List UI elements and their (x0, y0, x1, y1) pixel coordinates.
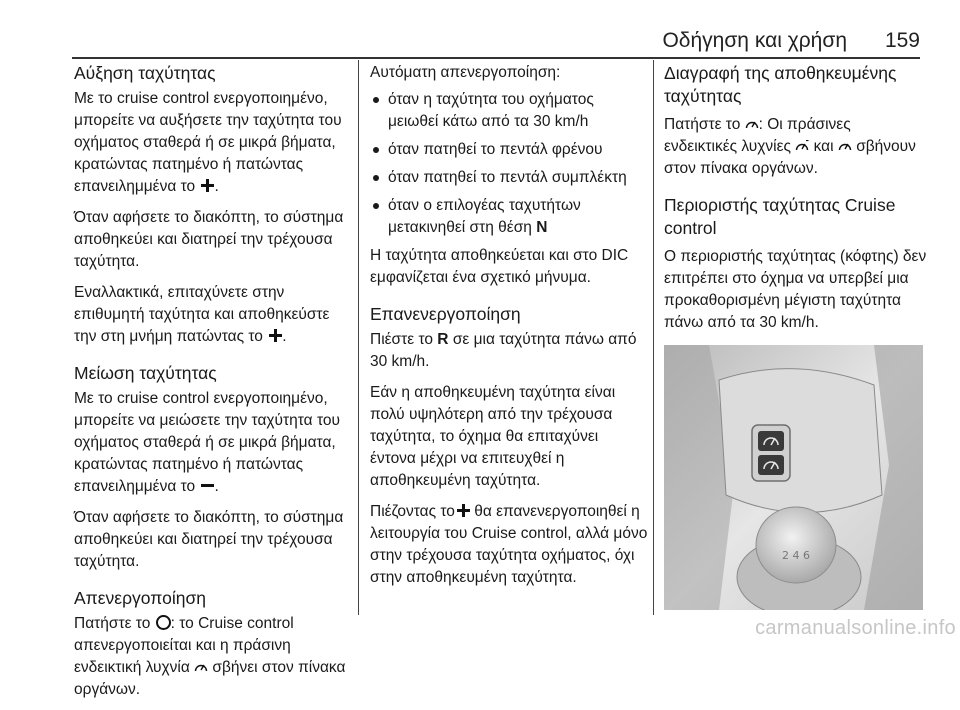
text: Εναλλακτικά, επιταχύνετε στην επιθυμητή ταχύτητα και αποθηκεύστε την στη μνήμη πατώντας το (74, 284, 330, 345)
text: σβήνουν στον πίνακα οργάνων. (664, 138, 916, 177)
gear-pattern-label: 2 4 6 (782, 549, 810, 562)
minus-icon (201, 479, 214, 492)
page-header (0, 0, 960, 60)
watermark: carmanualsonline.info (755, 617, 956, 639)
text: : το Cruise control απενεργοποιείται και η πράσινη ενδεικτική λυχνία (74, 615, 294, 676)
text: Με το cruise control ενεργοποιημένο, μπορείτε να αυξήσετε την ταχύτητα του οχήματος σταθερά ή σε μικρά βήματα, κρατώντας πατημένο ή πατώντας επανειλημμένα το (74, 90, 342, 195)
dashboard-switch-photo (664, 345, 923, 610)
paragraph (370, 329, 648, 373)
page-number: 159 (884, 29, 920, 52)
paragraph: Ο περιοριστής ταχύτητας (κόφτης) δεν επιτρέπει στο όχημα να υπερβεί μια προκαθορισμένη μέγιστη ταχύτητα πάνω από τα 30 km/h. (664, 248, 927, 331)
cruise-indicator-icon (194, 661, 208, 673)
text: σβήνει στον πίνακα οργάνων. (74, 659, 346, 698)
heading-delete-stored-speed: Διαγραφή της αποθηκευμένης ταχύτητας (664, 63, 897, 106)
dashboard-illustration (664, 345, 923, 610)
plus-icon (201, 179, 214, 192)
column-left (74, 62, 350, 710)
heading-increase-speed: Αύξηση ταχύτητας (74, 63, 216, 83)
column-right (664, 62, 928, 379)
paragraph: Όταν αφήσετε το διακόπτη, το σύστημα αποθηκεύει και διατηρεί την τρέχουσα ταχύτητα. (74, 509, 344, 570)
text: Με το cruise control ενεργοποιημένο, μπορείτε να μειώσετε την ταχύτητα του οχήματος σταθερά ή σε μικρά βήματα, κρατώντας πατημένο ή πατώντας επανειλημμένα το (74, 390, 340, 495)
bullet-list (370, 89, 648, 239)
paragraph: Εναλλακτικά, επιταχύνετε στην επιθυμητή ταχύτητα και αποθηκεύστε την στη μνήμη πατώντας το . (74, 284, 330, 345)
text: Πιέστε το (370, 331, 433, 348)
resume-letter: R (437, 331, 449, 348)
list-item: όταν πατηθεί το πεντάλ συμπλέκτη (370, 167, 648, 189)
header-rule (72, 57, 920, 59)
off-icon (156, 615, 171, 630)
text: Πατήστε το (664, 116, 741, 133)
text: σε μια ταχύτητα πάνω από 30 km/h. (370, 331, 637, 370)
cruise-set-indicator-icon (795, 140, 809, 152)
paragraph: Εάν η αποθηκευμένη ταχύτητα είναι πολύ υψηλότερη από την τρέχουσα ταχύτητα, το όχημα θα επιταχύνει έντονα μέχρι να επιτευχθεί η αποθηκευμένη ταχύτητα. (370, 384, 616, 489)
list-item (370, 195, 648, 239)
section-title: Οδήγηση και χρήση (662, 29, 847, 52)
plus-icon (457, 504, 470, 517)
column-divider (653, 60, 654, 615)
heading-deactivation: Απενεργοποίηση (74, 588, 207, 608)
paragraph: Όταν αφήσετε το διακόπτη, το σύστημα αποθηκεύει και διατηρεί την τρέχουσα ταχύτητα. (74, 209, 344, 270)
paragraph (664, 114, 928, 180)
cruise-indicator-icon (745, 118, 759, 130)
paragraph (74, 613, 350, 701)
text: Πατήστε το (74, 615, 151, 632)
cruise-indicator-icon (838, 140, 852, 152)
heading-decrease-speed: Μείωση ταχύτητας (74, 363, 217, 383)
paragraph: Αυτόματη απενεργοποίηση: (370, 64, 561, 81)
heading-reactivation: Επανενεργοποίηση (370, 304, 521, 324)
text: : Οι πράσινες ενδεικτικές λυχνίες (664, 116, 851, 155)
list-item: όταν η ταχύτητα του οχήματος μειωθεί κάτω από τα 30 km/h (370, 89, 648, 133)
plus-icon (269, 329, 282, 342)
list-item: όταν πατηθεί το πεντάλ φρένου (370, 139, 648, 161)
paragraph: Με το cruise control ενεργοποιημένο, μπορείτε να μειώσετε την ταχύτητα του οχήματος σταθερά ή σε μικρά βήματα, κρατώντας πατημένο ή πατώντας επανειλημμένα το . (74, 390, 340, 495)
paragraph: Με το cruise control ενεργοποιημένο, μπορείτε να αυξήσετε την ταχύτητα του οχήματος σταθερά ή σε μικρά βήματα, κρατώντας πατημένο ή πατώντας επανειλημμένα το . (74, 90, 342, 195)
text: θα επανενεργοποιηθεί η λειτουργία του Cruise control, αλλά μόνο στην τρέχουσα ταχύτητα οχήματος, όχι στην αποθηκευμένη ταχύτητα. (370, 503, 648, 586)
heading-speed-limiter: Περιοριστής ταχύτητας Cruise control (664, 195, 896, 238)
text: Πιέζοντας το (370, 503, 455, 520)
gear-letter: N (536, 219, 548, 236)
paragraph (370, 501, 648, 589)
text: και (813, 138, 834, 155)
column-divider (358, 60, 359, 615)
paragraph: Η ταχύτητα αποθηκεύεται και στο DIC εμφανίζεται ένα σχετικό μήνυμα. (370, 247, 629, 286)
text: όταν ο επιλογέας ταχυτήτων μετακινηθεί στη θέση (388, 197, 581, 236)
column-middle (370, 62, 648, 598)
